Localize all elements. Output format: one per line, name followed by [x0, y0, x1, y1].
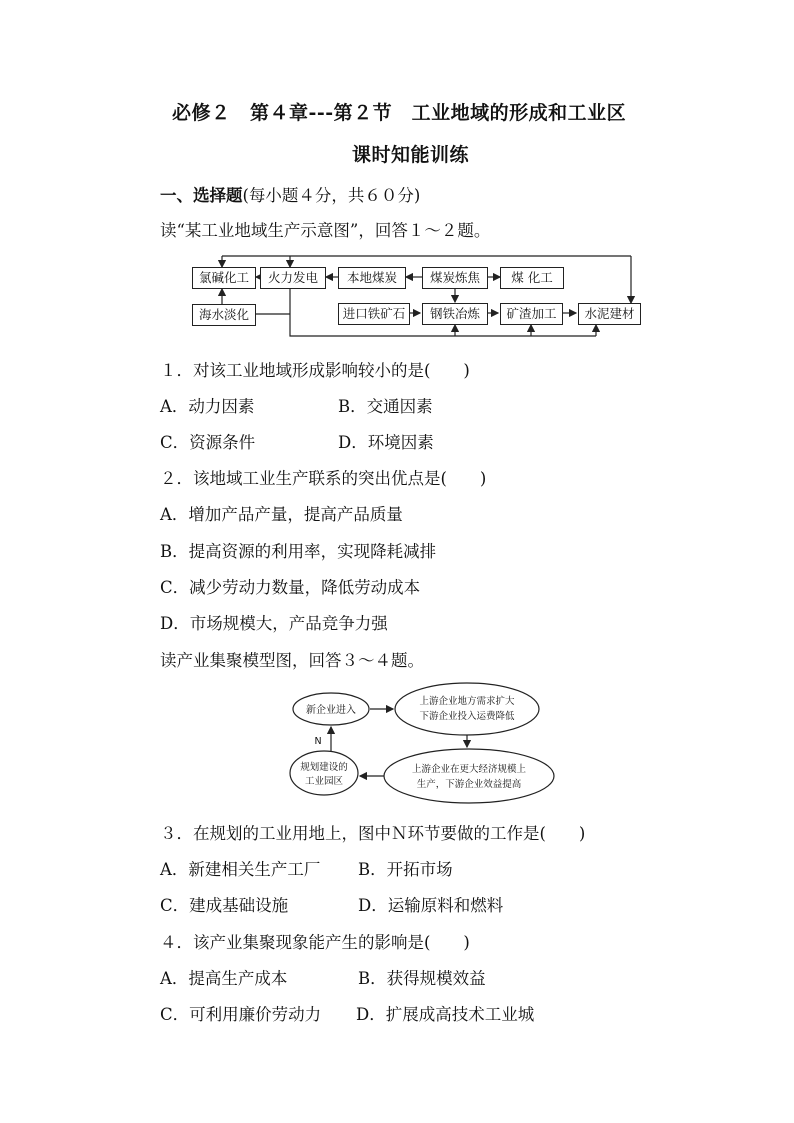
box-thermal-power: 火力发电 — [260, 267, 326, 289]
label-upstream-demand-line1: 上游企业地方需求扩大 — [419, 696, 515, 707]
node-economies-of-scale — [384, 749, 554, 803]
node-planned-park — [290, 751, 358, 795]
q1-option-b: B．交通因素 — [338, 397, 433, 416]
q3-stem: ３．在规划的工业用地上，图中Ｎ环节要做的工作是( ) — [160, 824, 586, 843]
box-coal-coking: 煤炭炼焦 — [422, 267, 488, 289]
box-slag-processing: 矿渣加工 — [500, 303, 563, 325]
q2-option-c: C．减少劳动力数量，降低劳动成本 — [160, 578, 421, 597]
q3-option-a: A．新建相关生产工厂 — [160, 860, 321, 879]
box-imported-ore: 进口铁矿石 — [338, 303, 410, 325]
box-coal-chemical: 煤 化工 — [500, 267, 564, 289]
q1-option-a: A．动力因素 — [160, 397, 255, 416]
q4-option-a: A．提高生产成本 — [160, 969, 288, 988]
q3-option-b: B．开拓市场 — [358, 860, 453, 879]
q3-option-c: C．建成基础设施 — [160, 896, 289, 915]
q2-stem: ２．该地域工业生产联系的突出优点是( ) — [160, 469, 487, 488]
box-steel-smelting: 钢铁冶炼 — [422, 303, 488, 325]
intro-text-1: 读“某工业地域生产示意图”，回答１～２题。 — [160, 221, 491, 240]
q4-stem: ４．该产业集聚现象能产生的影响是( ) — [160, 933, 470, 952]
q4-option-c: C．可利用廉价劳动力 — [160, 1005, 322, 1024]
label-planned-park-line2: 工业园区 — [304, 776, 344, 787]
page-title: 必修２ 第４章---第２节 工业地域的形成和工业区 — [172, 102, 627, 124]
box-desalination: 海水淡化 — [192, 304, 256, 326]
label-upstream-demand-line2: 下游企业投入运费降低 — [419, 711, 515, 722]
box-cement: 水泥建材 — [578, 303, 641, 325]
box-chlor-alkali: 氯碱化工 — [192, 267, 256, 289]
page-subtitle: 课时知能训练 — [352, 144, 470, 166]
q1-option-d: D．环境因素 — [338, 433, 434, 452]
q2-option-d: D．市场规模大，产品竞争力强 — [160, 614, 388, 633]
label-new-enterprise: 新企业进入 — [306, 705, 356, 716]
q4-option-b: B．获得规模效益 — [358, 969, 486, 988]
q2-option-b: B．提高资源的利用率，实现降耗减排 — [160, 542, 437, 561]
q3-option-d: D．运输原料和燃料 — [358, 896, 504, 915]
label-scale-line1: 上游企业在更大经济规模上 — [411, 764, 527, 775]
q4-option-d: D．扩展成高技术工业城 — [356, 1005, 535, 1024]
label-planned-park-line1: 规划建设的 — [300, 762, 348, 773]
section-heading-note: (每小题４分，共６０分) — [242, 186, 421, 205]
section-heading-label: 一、选择题 — [160, 186, 243, 205]
box-local-coal: 本地煤炭 — [338, 267, 406, 289]
intro-text-2: 读产业集聚模型图，回答３～４题。 — [160, 651, 424, 670]
q1-option-c: C．资源条件 — [160, 433, 256, 452]
node-upstream-demand — [395, 683, 539, 735]
q2-option-a: A．增加产品产量，提高产品质量 — [160, 505, 403, 524]
label-scale-line2: 生产，下游企业效益提高 — [416, 779, 522, 790]
q1-stem: １．对该工业地域形成影响较小的是( ) — [160, 361, 470, 380]
label-n: N — [314, 736, 322, 747]
